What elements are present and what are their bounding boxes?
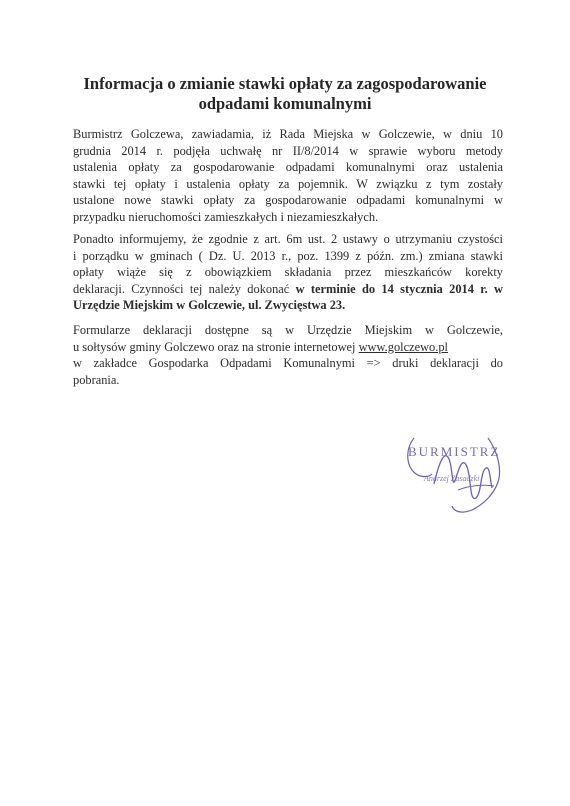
paragraph-forms (73, 322, 503, 388)
paragraph-line: przypadku nieruchomości zamieszkałych i niezamieszkałych. (73, 209, 379, 224)
paragraph-line: i porządku w gminach ( Dz. U. 2013 r., poz. 1399 z późn. zm.) zmiana stawki (73, 248, 503, 263)
title-line-1: Informacja o zmianie stawki opłaty za zagospodarowanie (83, 74, 487, 93)
mayor-signature (398, 418, 528, 528)
paragraph-line: opłaty wiąże się z obowiązkiem składania przez mieszkańców korekty (73, 265, 503, 280)
paragraph-line: pobrania. (73, 372, 120, 387)
paragraph-line: Burmistrz Golczewa, zawiadamia, iż Rada Miejska w Golczewie, w dniu 10 (73, 127, 503, 141)
paragraph-line (73, 281, 503, 298)
paragraph-announcement (73, 126, 503, 226)
office-address: Urzędzie Miejskim w Golczewie, ul. Zwycięstwa 23. (73, 298, 346, 313)
paragraph-text: u sołtysów gminy Golczewo oraz na stronie internetowej (73, 339, 359, 354)
paragraph-line (73, 339, 503, 356)
title-line-2: odpadami komunalnymi (198, 94, 372, 113)
stamp-name: Andrzej Zasadzki (424, 474, 480, 483)
paragraph-line: ustalone nowe stawki opłaty za gospodarowanie odpadami komunalnymi w (73, 193, 503, 208)
document-title (60, 74, 510, 114)
paragraph-text: deklaracji. Czynności tej należy dokonać (73, 281, 296, 296)
paragraph-declaration-info (73, 231, 503, 314)
deadline-text: w terminie do 14 stycznia 2014 r. w (295, 281, 503, 296)
website-link[interactable]: www.golczewo.pl (358, 339, 448, 354)
paragraph-line: w zakładce Gospodarka Odpadami Komunalnymi => druki deklaracji do (73, 356, 503, 371)
paragraph-line: grudnia 2014 r. podjęła uchwałę nr II/8/2014 w sprawie wyboru metody (73, 143, 503, 158)
handwritten-signature-icon (398, 418, 528, 528)
paragraph-line: Formularze deklaracji dostępne są w Urzędzie Miejskim w Golczewie, (73, 323, 503, 337)
paragraph-line: ustalenia opłaty za gospodarowanie odpadami komunalnymi oraz ustalenia (73, 160, 503, 175)
paragraph-line: stawki tej opłaty i ustalenia opłaty za pojemnik. W związku z tym zostały (73, 176, 503, 191)
stamp-title: BURMISTRZ (408, 444, 501, 459)
paragraph-line: Ponadto informujemy, że zgodnie z art. 6m ust. 2 ustawy o utrzymaniu czystości (73, 232, 503, 246)
